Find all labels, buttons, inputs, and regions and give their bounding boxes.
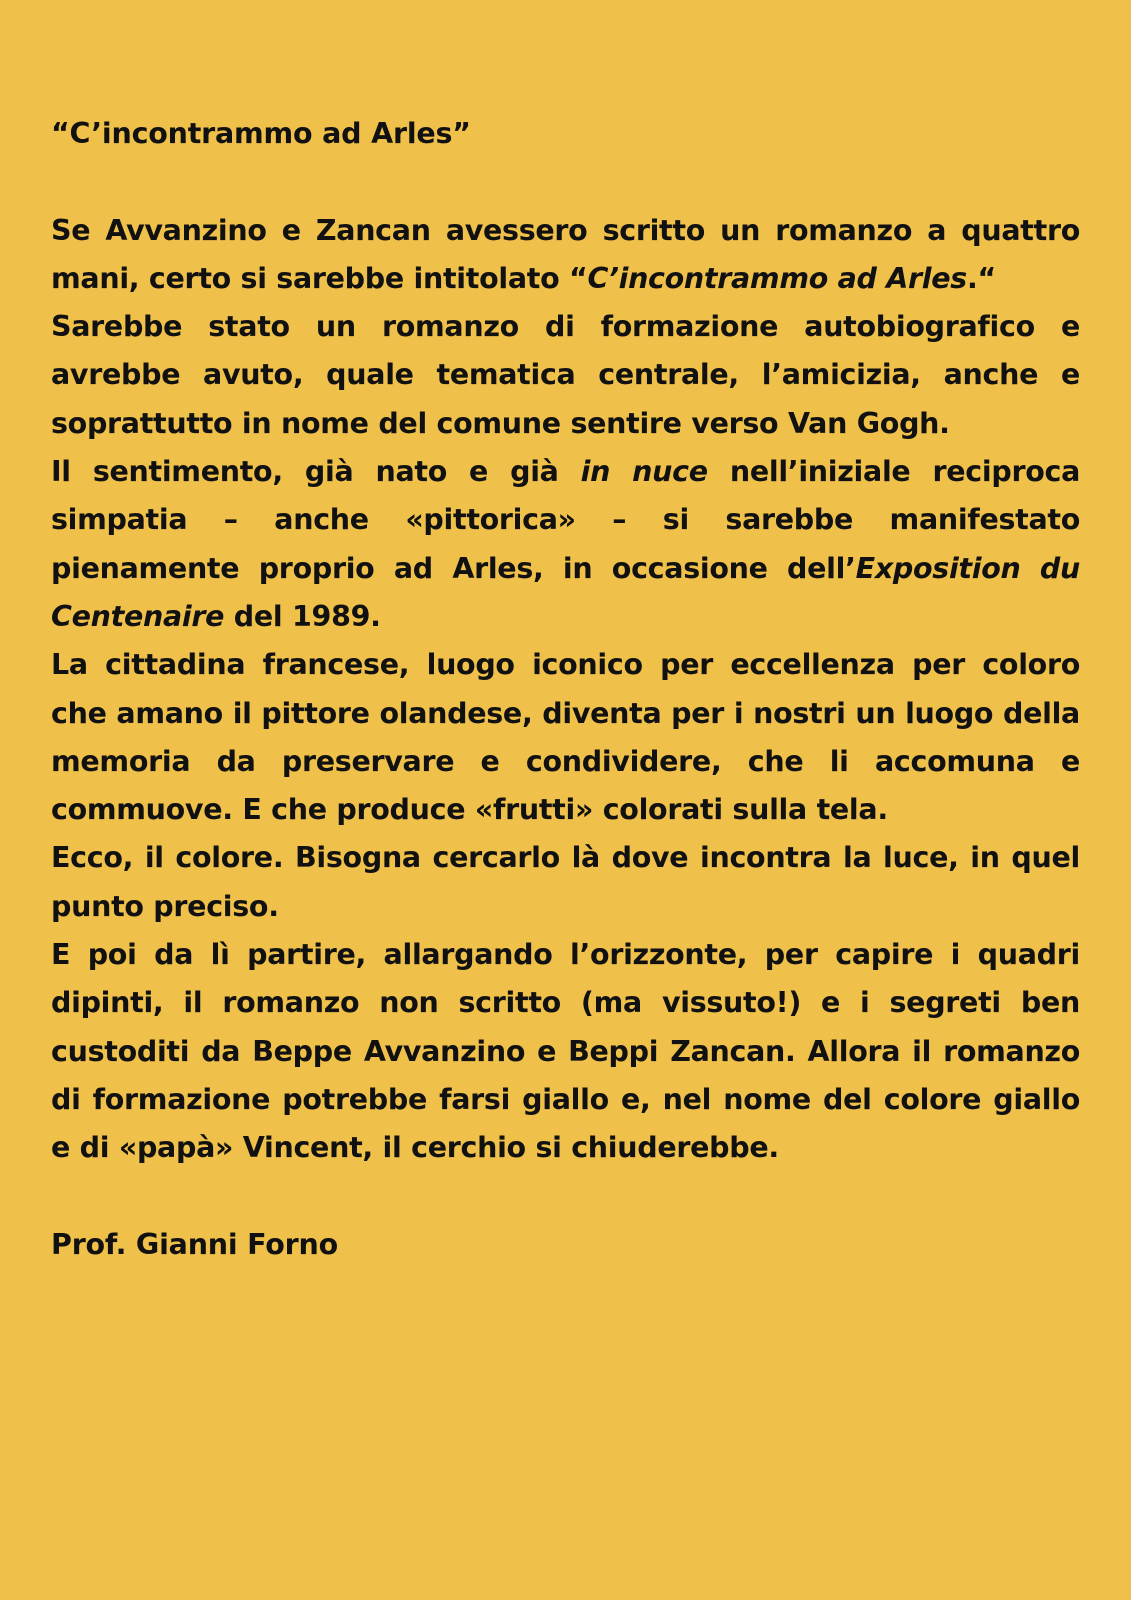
spacer [51,1173,1080,1221]
paragraph-3-italic-in-nuce: in nuce [580,455,708,489]
paragraph-2: Sarebbe stato un romanzo di formazione autobiografico e avrebbe avuto, quale tematica centrale, l’amicizia, anche e soprattutto in nome del comune sentire verso Van Gogh. [51,310,1080,440]
paragraph-3-italic-exposition: Exposition du Centenaire [51,551,1080,633]
signature: Prof. Gianni Forno [51,1227,338,1261]
paragraph-1-italic-title: C’incontrammo ad Arles [587,261,967,295]
paragraph-3 [51,448,1080,641]
spacer [51,158,1080,206]
paragraph-3-text-a: Il sentimento, già nato e già [51,455,581,489]
paragraph-4: La cittadina francese, luogo iconico per eccellenza per coloro che amano il pittore olandese, diventa per i nostri un luogo della memoria da preservare e condividere, che li accomuna e commuove. E che produce «frutti» colorati sulla tela. [51,648,1080,827]
paragraph-1 [51,207,1080,304]
document-body [51,207,1080,1173]
paragraph-3-text-b: nell’iniziale reciproca simpatia – anche «pittorica» – si sarebbe manifestato pienamente proprio ad Arles, in occasione dell’ [51,455,1081,585]
paragraph-5: Ecco, il colore. Bisogna cercarlo là dove incontra la luce, in quel punto preciso. [51,841,1080,923]
paragraph-3-text-c: del 1989. [224,599,381,633]
paragraph-1-text-b: .“ [966,261,996,295]
paragraph-6: E poi da lì partire, allargando l’orizzonte, per capire i quadri dipinti, il romanzo non scritto (ma vissuto!) e i segreti ben custoditi da Beppe Avvanzino e Beppi Zancan. Allora il romanzo di formazione potrebbe farsi giallo e, nel nome del colore giallo e di «papà» Vincent, il cerchio si chiuderebbe. [51,938,1080,1165]
paragraph-1-text-a: Se Avvanzino e Zancan avessero scritto un romanzo a quattro mani, certo si sarebbe intitolato “ [51,213,1080,295]
document-title: “C’incontrammo ad Arles” [51,117,471,150]
